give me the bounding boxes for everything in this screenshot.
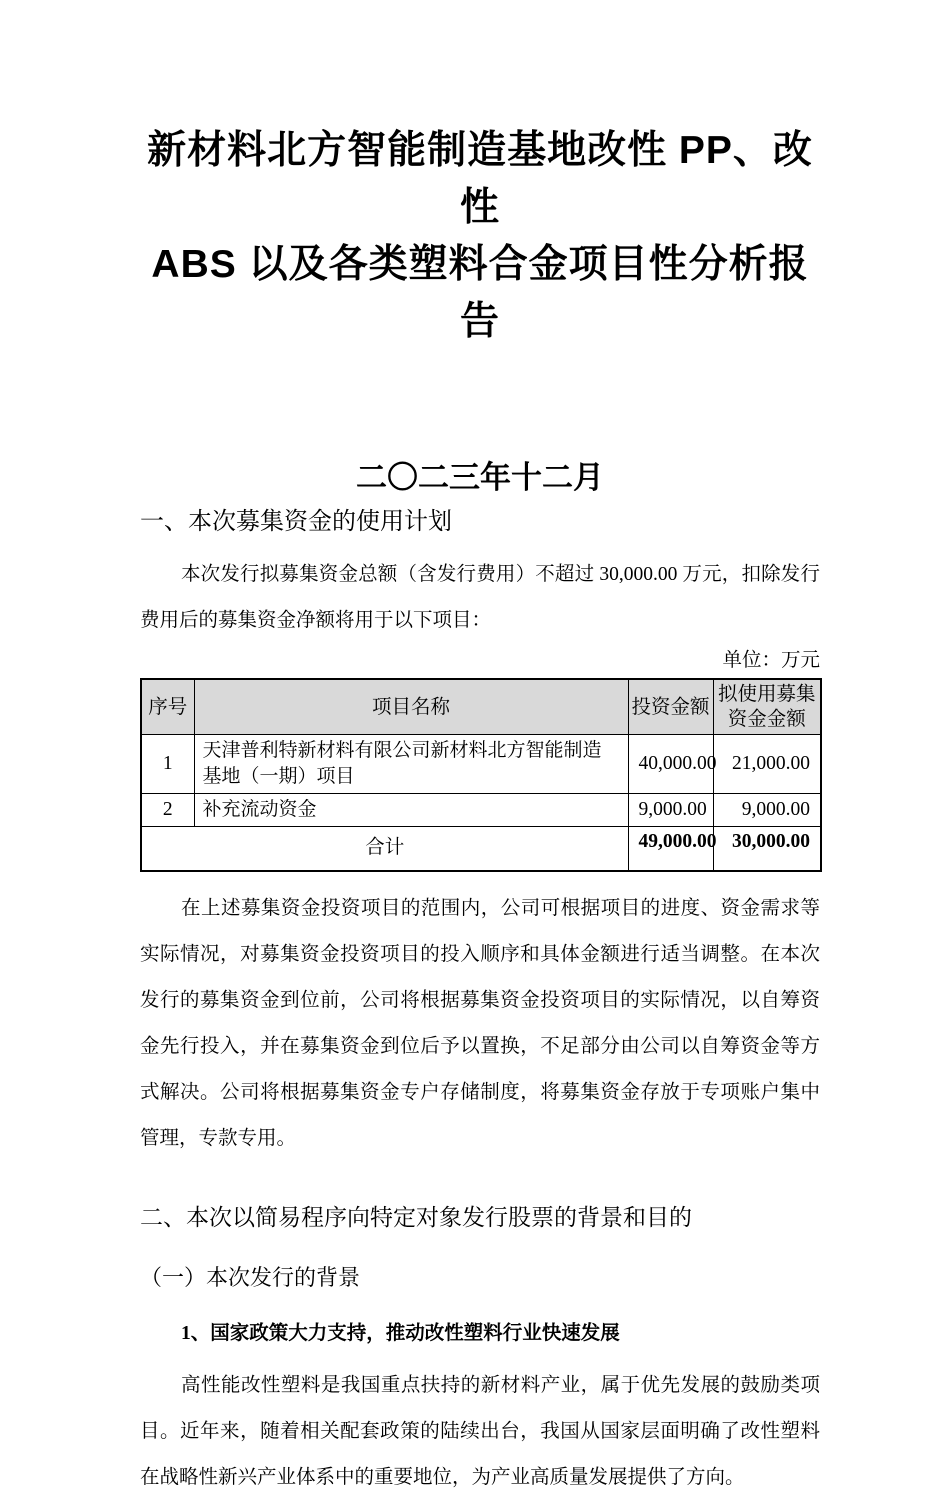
section2-paragraph: 高性能改性塑料是我国重点扶持的新材料产业，属于优先发展的鼓励类项目。近年来，随着相关配套政策的陆续出台，我国从国家层面明确了改性塑料在战略性新兴产业体系中的重要地位，为产业高质量发展提供了方向。 xyxy=(140,1374,820,1488)
document-title xyxy=(140,122,820,350)
row1-no: 1 xyxy=(141,735,194,794)
document-date: 二〇二三年十二月 xyxy=(356,460,604,495)
row1-invest-amount: 40,000.00 xyxy=(628,735,713,794)
document-content xyxy=(0,122,950,1501)
section2-item-heading: 1、国家政策大力支持，推动改性塑料行业快速发展 xyxy=(181,1322,620,1344)
row2-raised-amount: 9,000.00 xyxy=(713,794,821,827)
row1-project-name: 天津普利特新材料有限公司新材料北方智能制造基地（一期）项目 xyxy=(194,735,628,794)
fund-usage-table xyxy=(140,678,822,872)
section2-heading: 二、本次以简易程序向特定对象发行股票的背景和目的 xyxy=(140,1204,692,1230)
row2-project-name: 补充流动资金 xyxy=(194,794,628,827)
document-title-line2: ABS 以及各类塑料合金项目性分析报告 xyxy=(151,243,809,343)
table-total-row xyxy=(141,827,821,871)
row1-raised-amount: 21,000.00 xyxy=(713,735,821,794)
document-page xyxy=(0,122,950,1488)
section2-sub-heading: （一）本次发行的背景 xyxy=(140,1264,361,1290)
total-invest-amount: 49,000.00 xyxy=(628,827,713,871)
row2-invest-amount: 9,000.00 xyxy=(628,794,713,827)
table-row xyxy=(141,735,821,794)
table-header-raised: 拟使用募集资金金额 xyxy=(713,679,821,735)
row2-no: 2 xyxy=(141,794,194,827)
section1-paragraph2: 在上述募集资金投资项目的范围内，公司可根据项目的进度、资金需求等实际情况，对募集资金投资项目的投入顺序和具体金额进行适当调整。在本次发行的募集资金到位前，公司将根据募集资金投资项目的实际情况，以自筹资金先行投入，并在募集资金到位后予以置换，不足部分由公司以自筹资金等方式解决。公司将根据募集资金专户存储制度，将募集资金存放于专项账户集中管理，专款专用。 xyxy=(140,897,820,1149)
table-header-invest: 投资金额 xyxy=(628,679,713,735)
document-title-line1: 新材料北方智能制造基地改性 PP、改性 xyxy=(147,129,813,229)
section1-paragraph1: 本次发行拟募集资金总额（含发行费用）不超过 30,000.00 万元，扣除发行费用后的募集资金净额将用于以下项目： xyxy=(140,564,820,631)
table-row xyxy=(141,794,821,827)
table-header-row xyxy=(141,679,821,735)
table-header-no: 序号 xyxy=(141,679,194,735)
total-label: 合计 xyxy=(141,827,628,871)
section1-heading: 一、本次募集资金的使用计划 xyxy=(140,509,452,535)
table-header-name: 项目名称 xyxy=(194,679,628,735)
table-unit-note: 单位：万元 xyxy=(722,650,820,671)
total-raised-amount: 30,000.00 xyxy=(713,827,821,871)
